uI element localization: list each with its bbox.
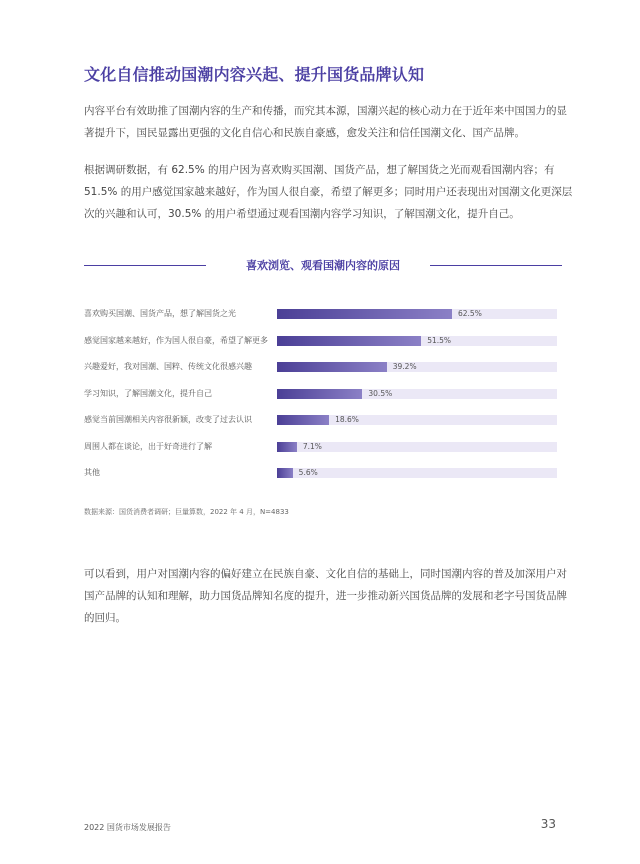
bar-value-label: 7.1% [302,441,322,451]
chart-header-rule-right [430,265,562,266]
section-title: 文化自信推动国潮内容兴起、提升国货品牌认知 [84,65,425,84]
bar [277,468,293,478]
category-label: 喜欢购买国潮、国货产品，想了解国货之光 [84,309,236,318]
bar-value-label: 30.5% [368,388,393,398]
page-number: 33 [540,817,556,831]
bar [277,415,329,425]
bar [277,389,362,399]
bar-track [277,389,557,399]
bar [277,336,421,346]
category-label: 学习知识，了解国潮文化，提升自己 [84,388,212,398]
bar-chart [84,300,564,490]
bar-track [277,309,557,319]
footer-report-name: 2022 国货市场发展报告 [84,823,171,832]
bar-track [277,362,557,372]
paragraph-conclusion: 可以看到，用户对国潮内容的偏好建立在民族自豪、文化自信的基础上，同时国潮内容的普及加深用户对国产品牌的认知和理解，助力国货品牌知名度的提升，进一步推动新兴国货品牌的发展和老字号国货品牌的回归。 [84,568,567,624]
category-label: 兴趣爱好，我对国潮、国粹、传统文化很感兴趣 [84,362,252,371]
category-label: 感觉当前国潮相关内容很新颖，改变了过去认识 [84,415,252,424]
data-source-note: 数据来源：国货消费者调研；巨量算数，2022 年 4 月，N=4833 [84,508,289,516]
bar-track [277,336,557,346]
bar-value-label: 39.2% [392,362,417,371]
bar-track [277,442,557,452]
chart-header [84,257,562,273]
bar [277,309,452,319]
category-label: 感觉国家越来越好，作为国人很自豪，希望了解更多 [84,335,268,345]
paragraph-intro: 内容平台有效助推了国潮内容的生产和传播，而究其本源，国潮兴起的核心动力在于近年来中国国力的显著提升下，国民显露出更强的文化自信心和民族自豪感，愈发关注和信任国潮文化、国产品牌。 [84,105,567,139]
bar-value-label: 51.5% [427,335,452,345]
bar [277,362,387,372]
bar-track [277,468,557,478]
category-label: 周围人都在谈论，出于好奇进行了解 [84,441,212,451]
bar [277,442,297,452]
paragraph-survey: 根据调研数据，有 62.5% 的用户因为喜欢购买国潮、国货产品，想了解国货之光而观看国潮内容；有 51.5% 的用户感觉国家越来越好，作为国人很自豪，希望了解更多；同时用户还表现出对国潮文化更深层次的兴趣和认可，30.5% 的用户希望通过观看国潮内容学习知识，了解国潮文化，提升自己。 [84,164,573,220]
bar-track [277,415,557,425]
bar-value-label: 5.6% [298,468,318,477]
bar-value-label: 18.6% [335,415,359,424]
category-label: 其他 [84,468,100,477]
chart-title: 喜欢浏览、观看国潮内容的原因 [246,259,400,272]
bar-value-label: 62.5% [458,309,482,318]
